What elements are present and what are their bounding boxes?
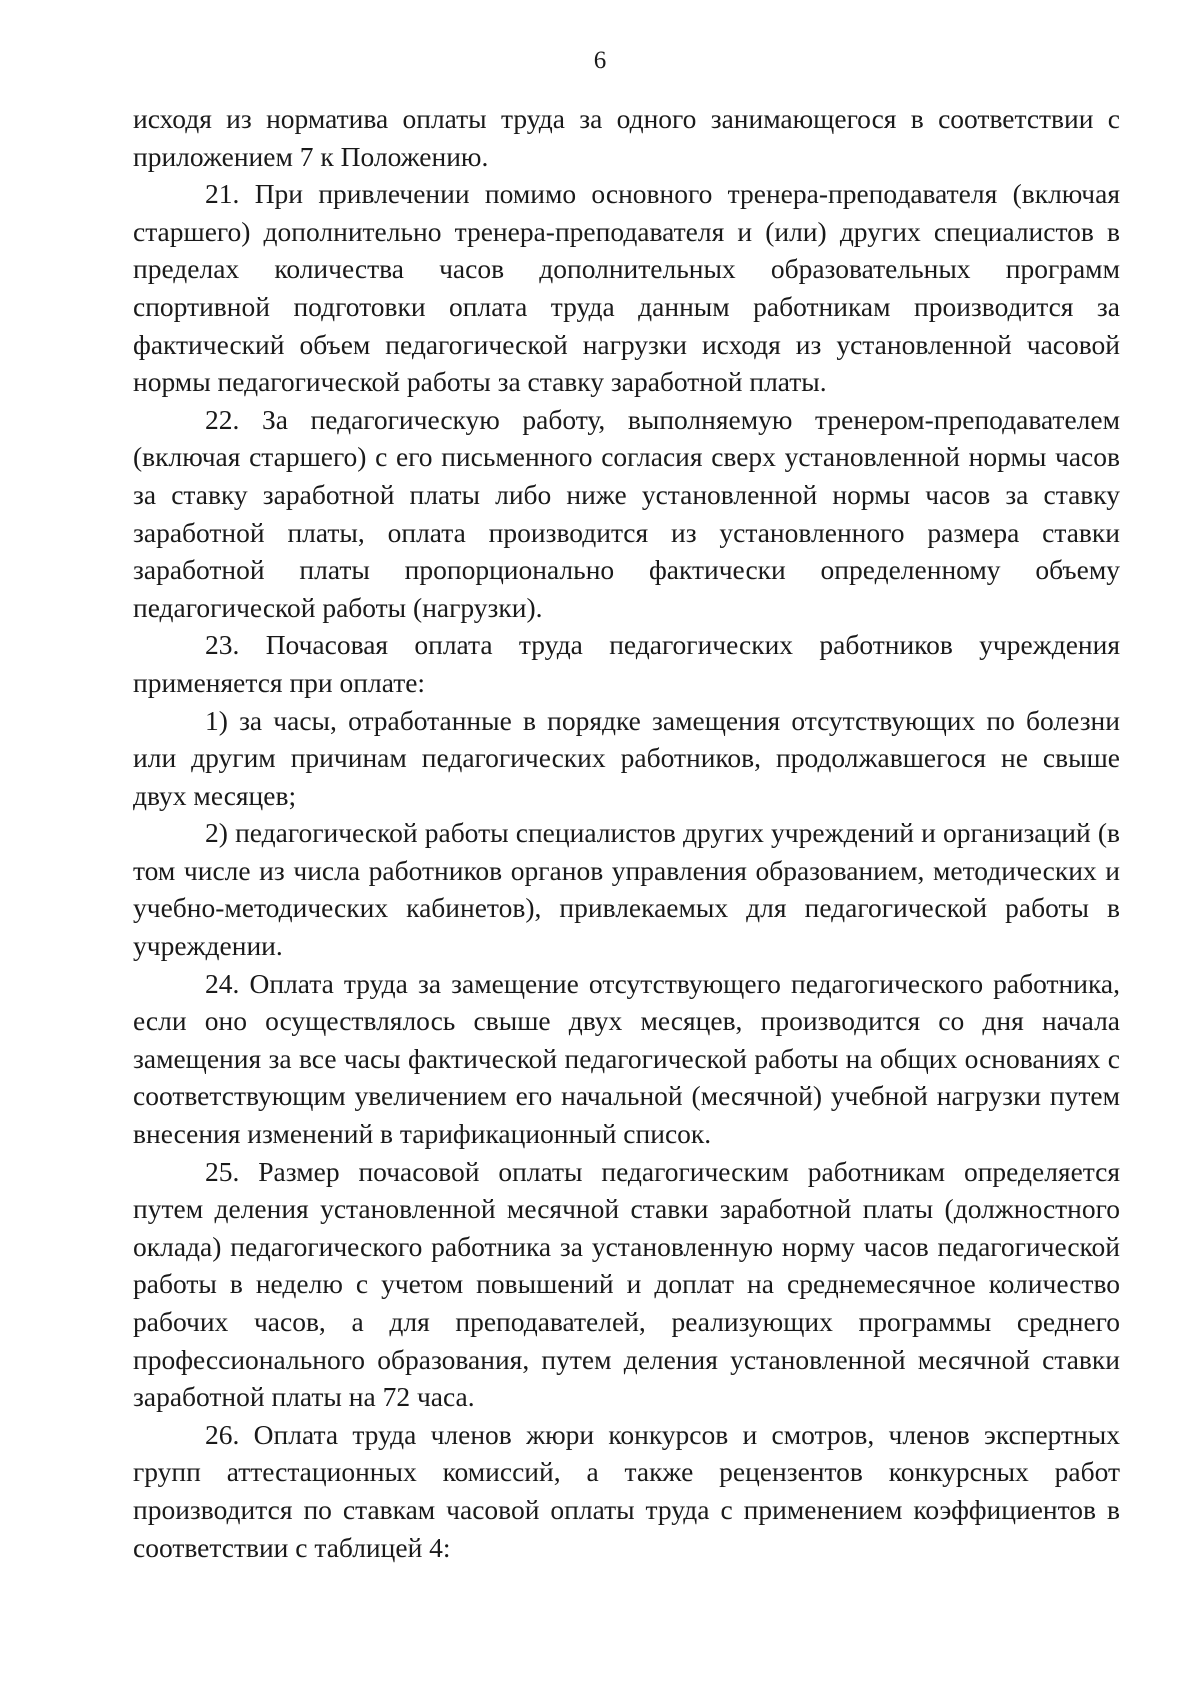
document-body — [133, 100, 1120, 1566]
paragraph-23: 23. Почасовая оплата труда педагогических работников учреждения применяется при оплате: — [133, 629, 1120, 698]
paragraph-25: 25. Размер почасовой оплаты педагогическим работникам определяется путем деления установленной месячной ставки заработной платы (должностного оклада) педагогического работника за установленную норму часов педагогической работы в неделю с учетом повышений и доплат на среднемесячное количество рабочих часов, а для преподавателей, реализующих программы среднего профессионального образования, путем деления установленной месячной ставки заработной платы на 72 часа. — [133, 1155, 1120, 1413]
paragraph-21: 21. При привлечении помимо основного тренера-преподавателя (включая старшего) дополнительно тренера-преподавателя и (или) других специалистов в пределах количества часов дополнительных образовательных программ спортивной подготовки оплата труда данным работникам производится за фактический объем педагогической нагрузки исходя из установленной часовой нормы педагогической работы за ставку заработной платы. — [133, 178, 1120, 398]
paragraph-continuation: исходя из норматива оплаты труда за одного занимающегося в соответствии с приложением 7 к Положению. — [133, 103, 1120, 172]
paragraph-24: 24. Оплата труда за замещение отсутствующего педагогического работника, если оно осуществлялось свыше двух месяцев, производится со дня начала замещения за все часы фактической педагогической работы на общих основаниях с соответствующим увеличением его начальной (месячной) учебной нагрузки путем внесения изменений в тарификационный список. — [133, 967, 1120, 1150]
paragraph-22: 22. За педагогическую работу, выполняемую тренером-преподавателем (включая старшего) с его письменного согласия сверх установленной нормы часов за ставку заработной платы либо ниже установленной нормы часов за ставку заработной платы, оплата производится из установленного размера ставки заработной платы пропорционально фактически определенному объему педагогической работы (нагрузки). — [133, 403, 1120, 623]
paragraph-26: 26. Оплата труда членов жюри конкурсов и смотров, членов экспертных групп аттестационных комиссий, а также рецензентов конкурсных работ производится по ставкам часовой оплаты труда с применением коэффициентов в соответствии с таблицей 4: — [133, 1418, 1120, 1563]
page-number: 6 — [593, 47, 607, 74]
paragraph-23-item-1: 1) за часы, отработанные в порядке замещения отсутствующих по болезни или другим причинам педагогических работников, продолжавшегося не свыше двух месяцев; — [133, 704, 1120, 811]
paragraph-23-item-2: 2) педагогической работы специалистов других учреждений и организаций (в том числе из числа работников органов управления образованием, методических и учебно-методических кабинетов), привлекаемых для педагогической работы в учреждении. — [133, 817, 1120, 962]
